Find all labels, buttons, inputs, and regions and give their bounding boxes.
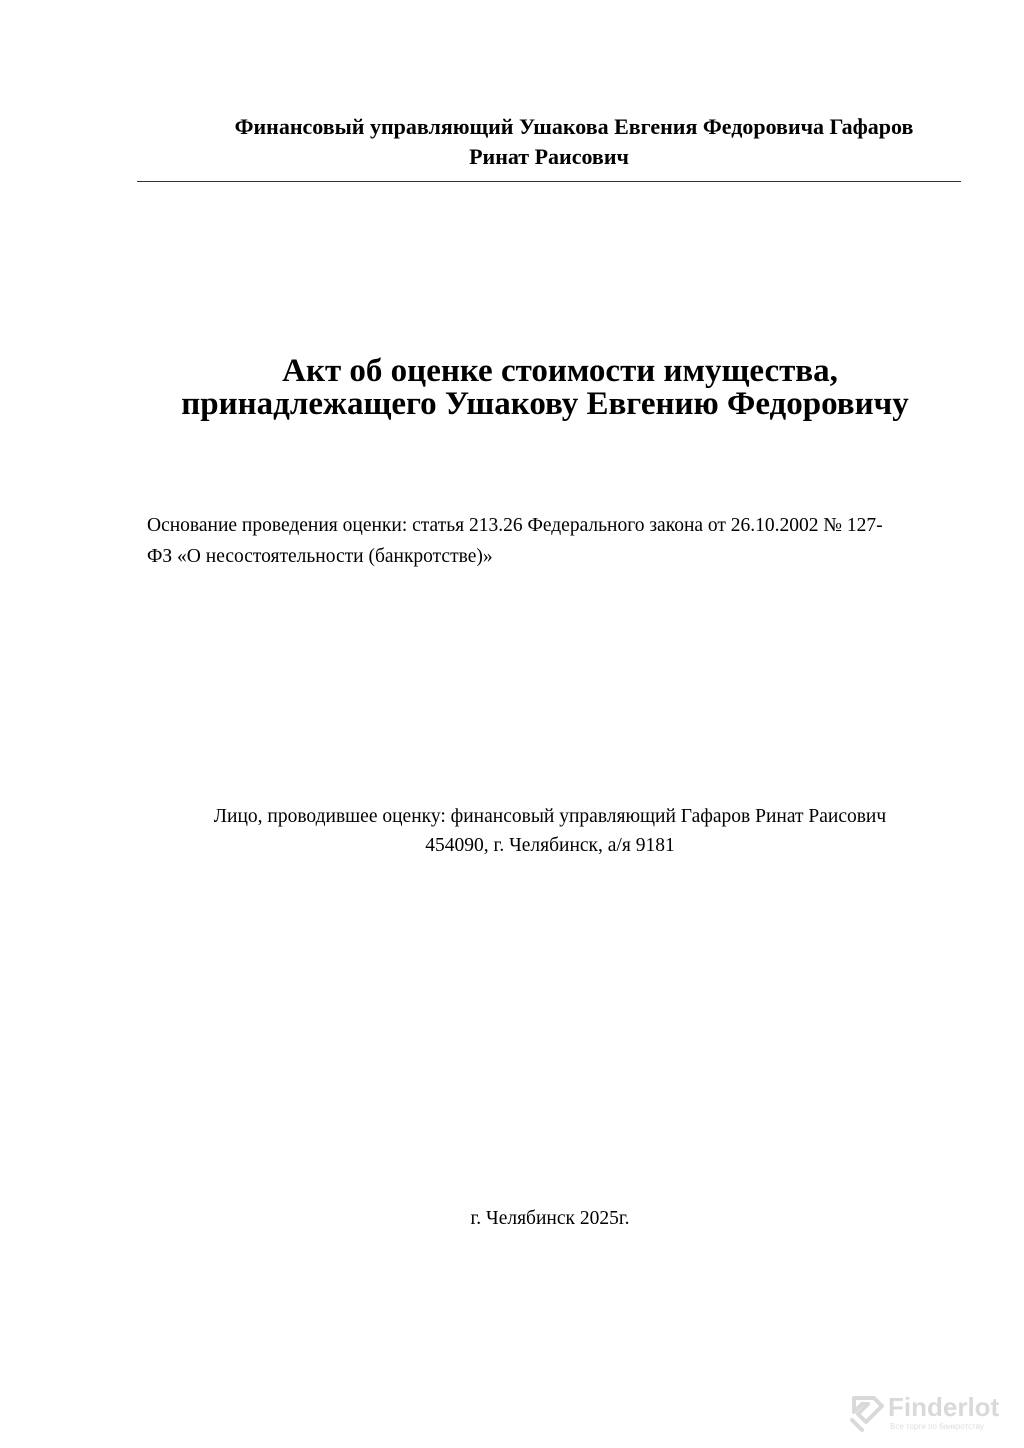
title-line-2: принадлежащего Ушакову Евгению Федоровичу: [181, 386, 909, 422]
appraisal-basis: [147, 510, 947, 572]
header-divider: [137, 181, 961, 182]
header-line-2: Ринат Раисович: [469, 144, 629, 169]
document-header: [137, 112, 961, 172]
appraiser-info: [150, 802, 950, 860]
basis-line-1: Основание проведения оценки: статья 213.26 Федерального закона от 26.10.2002 № 127-: [147, 515, 883, 536]
watermark-tagline: Все торги по банкротству: [890, 1422, 984, 1431]
appraiser-line-1: Лицо, проводившее оценку: финансовый управляющий Гафаров Ринат Раисович: [213, 806, 887, 827]
watermark-brand: Finderlot: [888, 1392, 1000, 1422]
finderlot-watermark: [848, 1392, 1018, 1444]
basis-line-2: ФЗ «О несостоятельности (банкротстве)»: [147, 546, 493, 567]
header-line-1: Финансовый управляющий Ушакова Евгения Федоровича Гафаров: [234, 114, 914, 139]
title-line-1: Акт об оценке стоимости имущества,: [282, 353, 838, 389]
place-and-year: г. Челябинск 2025г.: [470, 1208, 630, 1229]
finderlot-logo-icon: [848, 1394, 884, 1434]
appraiser-address: 454090, г. Челябинск, а/я 9181: [425, 835, 675, 856]
document-title: [120, 355, 970, 421]
